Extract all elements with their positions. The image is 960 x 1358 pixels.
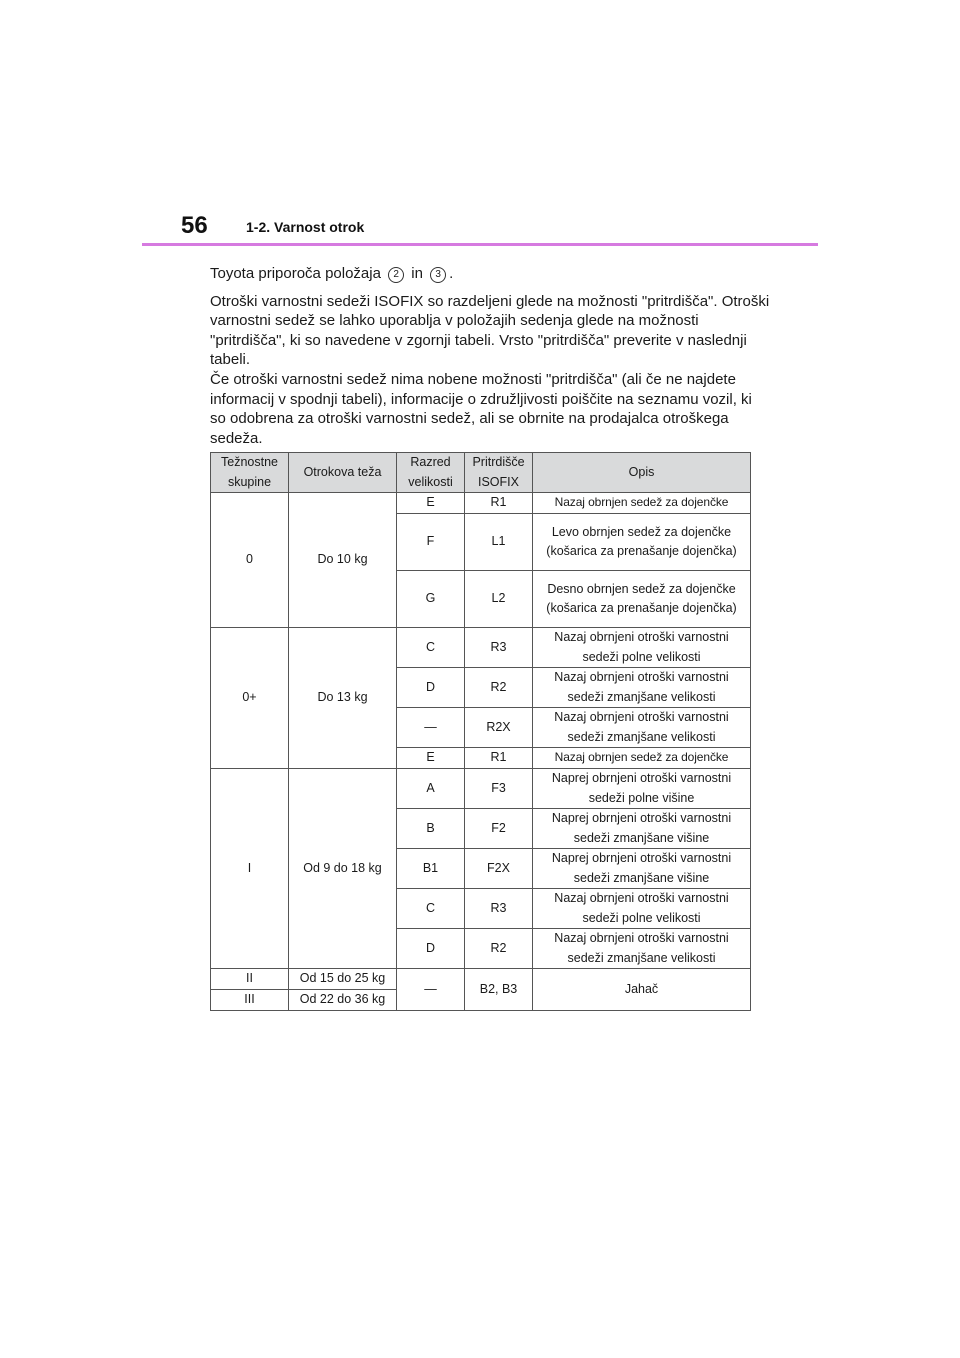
body-paragraph: Otroški varnostni sedeži ISOFIX so razdeljeni glede na možnosti "pritrdišča". Otroški varnostni sedež se lahko uporablja v položajih sedenja glede na možnosti "pritrdišča", ki so navedene v zgornji tabeli. Vrsto "pritrdišča" preverite v naslednji tabeli.	[210, 292, 770, 369]
fixture-cell: R1	[465, 748, 533, 769]
fixture-cell: F2	[465, 809, 533, 849]
description-cell: Nazaj obrnjeni otroški varnostni sedeži zmanjšane velikosti	[533, 708, 751, 748]
description-cell: Nazaj obrnjeni otroški varnostni sedeži polne velikosti	[533, 628, 751, 668]
weight-group-cell: 0+	[211, 628, 289, 769]
description-cell: Jahač	[533, 969, 751, 1011]
body-paragraph-2: Če otroški varnostni sedež nima nobene možnosti "pritrdišča" (ali če ne najdete informacij v spodnji tabeli), informacije o združljivosti poiščite na seznamu vozil, ki so odobrena za otroški varnostni sedež, ali se obrnite na prodajalca otroškega sedeža.	[210, 370, 752, 447]
recommendation-line	[210, 264, 770, 284]
size-class-cell: B	[397, 809, 465, 849]
weight-group-cell: I	[211, 769, 289, 969]
description-cell: Levo obrnjen sedež za dojenčke (košarica za prenašanje dojenčka)	[533, 514, 751, 571]
size-class-cell: E	[397, 748, 465, 769]
size-class-cell: C	[397, 628, 465, 668]
section-title: 1-2. Varnost otrok	[246, 219, 365, 235]
description-cell: Nazaj obrnjeni otroški varnostni sedeži zmanjšane velikosti	[533, 668, 751, 708]
size-class-cell: E	[397, 493, 465, 514]
seat-position-2-icon: 2	[388, 267, 404, 283]
description-cell: Nazaj obrnjen sedež za dojenčke	[533, 493, 751, 514]
isofix-size-table	[210, 452, 751, 1011]
fixture-cell: R2	[465, 668, 533, 708]
child-weight-cell: Od 9 do 18 kg	[289, 769, 397, 969]
fixture-cell: F2X	[465, 849, 533, 889]
description-cell: Nazaj obrnjeni otroški varnostni sedeži zmanjšane velikosti	[533, 929, 751, 969]
description-cell: Nazaj obrnjen sedež za dojenčke	[533, 748, 751, 769]
size-class-cell: D	[397, 929, 465, 969]
size-class-cell: C	[397, 889, 465, 929]
weight-group-cell: III	[211, 990, 289, 1011]
header-weight-group: Težnostne skupine	[211, 453, 289, 493]
fixture-cell: R1	[465, 493, 533, 514]
recommendation-conj: in	[411, 265, 423, 282]
size-class-cell: B1	[397, 849, 465, 889]
page-number: 56	[181, 212, 208, 239]
size-class-cell: —	[397, 969, 465, 1011]
size-class-cell: A	[397, 769, 465, 809]
fixture-cell: R2X	[465, 708, 533, 748]
table-header-row	[211, 453, 751, 493]
weight-group-cell: 0	[211, 493, 289, 628]
child-weight-cell: Do 13 kg	[289, 628, 397, 769]
recommendation-period: .	[449, 265, 454, 282]
fixture-cell: L1	[465, 514, 533, 571]
fixture-cell: B2, B3	[465, 969, 533, 1011]
size-class-cell: —	[397, 708, 465, 748]
weight-group-cell: II	[211, 969, 289, 990]
fixture-cell: R3	[465, 889, 533, 929]
seat-position-3-icon: 3	[430, 267, 446, 283]
description-cell: Naprej obrnjeni otroški varnostni sedeži zmanjšane višine	[533, 809, 751, 849]
description-cell: Naprej obrnjeni otroški varnostni sedeži polne višine	[533, 769, 751, 809]
table-row	[211, 493, 751, 514]
header-description: Opis	[533, 453, 751, 493]
description-cell: Nazaj obrnjeni otroški varnostni sedeži polne velikosti	[533, 889, 751, 929]
description-cell: Naprej obrnjeni otroški varnostni sedeži zmanjšane višine	[533, 849, 751, 889]
size-class-cell: F	[397, 514, 465, 571]
intro-text	[210, 264, 770, 448]
table-row	[211, 628, 751, 668]
child-weight-cell: Od 15 do 25 kg	[289, 969, 397, 990]
header-child-weight: Otrokova teža	[289, 453, 397, 493]
header-isofix-fixture: Pritrdišče ISOFIX	[465, 453, 533, 493]
child-weight-cell: Do 10 kg	[289, 493, 397, 628]
fixture-cell: R2	[465, 929, 533, 969]
fixture-cell: R3	[465, 628, 533, 668]
table-row	[211, 969, 751, 990]
header-size-class: Razred velikosti	[397, 453, 465, 493]
child-weight-cell: Od 22 do 36 kg	[289, 990, 397, 1011]
size-class-cell: G	[397, 571, 465, 628]
recommendation-text: Toyota priporoča položaja	[210, 265, 381, 282]
fixture-cell: L2	[465, 571, 533, 628]
header-divider	[142, 243, 818, 246]
size-class-cell: D	[397, 668, 465, 708]
table-row	[211, 769, 751, 809]
fixture-cell: F3	[465, 769, 533, 809]
description-cell: Desno obrnjen sedež za dojenčke (košarica za prenašanje dojenčka)	[533, 571, 751, 628]
